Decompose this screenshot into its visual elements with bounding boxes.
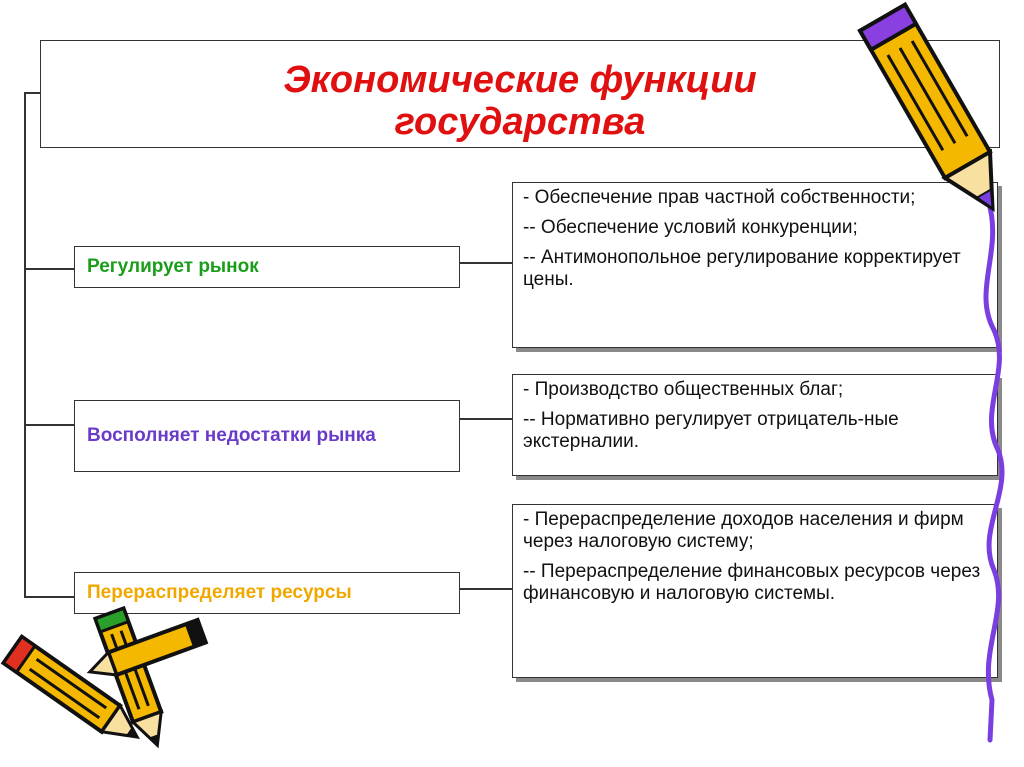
- page-title: [41, 59, 999, 143]
- title-line-2: государства: [394, 101, 646, 143]
- details-box-fills-market-gaps: [512, 374, 998, 476]
- function-box-fills-market-gaps: [74, 400, 460, 472]
- title-line-1: Экономические функции: [283, 59, 757, 101]
- function-box-regulates-market: [74, 246, 460, 288]
- details-box-regulates-market: [512, 182, 998, 348]
- pencil-icon-small-3: [86, 620, 206, 683]
- link-line-1: [460, 262, 512, 264]
- branch-line-2: [24, 424, 74, 426]
- branch-line-1: [24, 268, 74, 270]
- pencil-icon-small-2: [95, 608, 171, 750]
- detail-item: - Обеспечение прав частной собственности;: [523, 187, 916, 208]
- link-line-3: [460, 588, 512, 590]
- function-label: Перераспределяет ресурсы: [87, 582, 352, 603]
- detail-item: -- Нормативно регулирует отрицатель-ные экстерналии.: [523, 409, 899, 452]
- branch-line-3: [24, 596, 74, 598]
- link-line-2: [460, 418, 512, 420]
- details-box-redistributes-resources: [512, 504, 998, 678]
- function-label: Восполняет недостатки рынка: [87, 425, 376, 446]
- title-box: [40, 40, 1000, 148]
- detail-item: -- Перераспределение финансовых ресурсов через финансовую и налоговую системы.: [523, 561, 981, 604]
- function-label: Регулирует рынок: [87, 256, 259, 277]
- pencil-icon-small-1: [3, 637, 146, 750]
- function-box-redistributes-resources: [74, 572, 460, 614]
- trunk-to-title-line: [24, 92, 41, 94]
- detail-item: -- Обеспечение условий конкуренции;: [523, 217, 858, 238]
- detail-item: -- Антимонопольное регулирование корректирует цены.: [523, 247, 961, 290]
- tree-trunk-line: [24, 92, 26, 598]
- detail-item: - Перераспределение доходов населения и фирм через налоговую систему;: [523, 509, 964, 552]
- detail-item: - Производство общественных благ;: [523, 379, 844, 400]
